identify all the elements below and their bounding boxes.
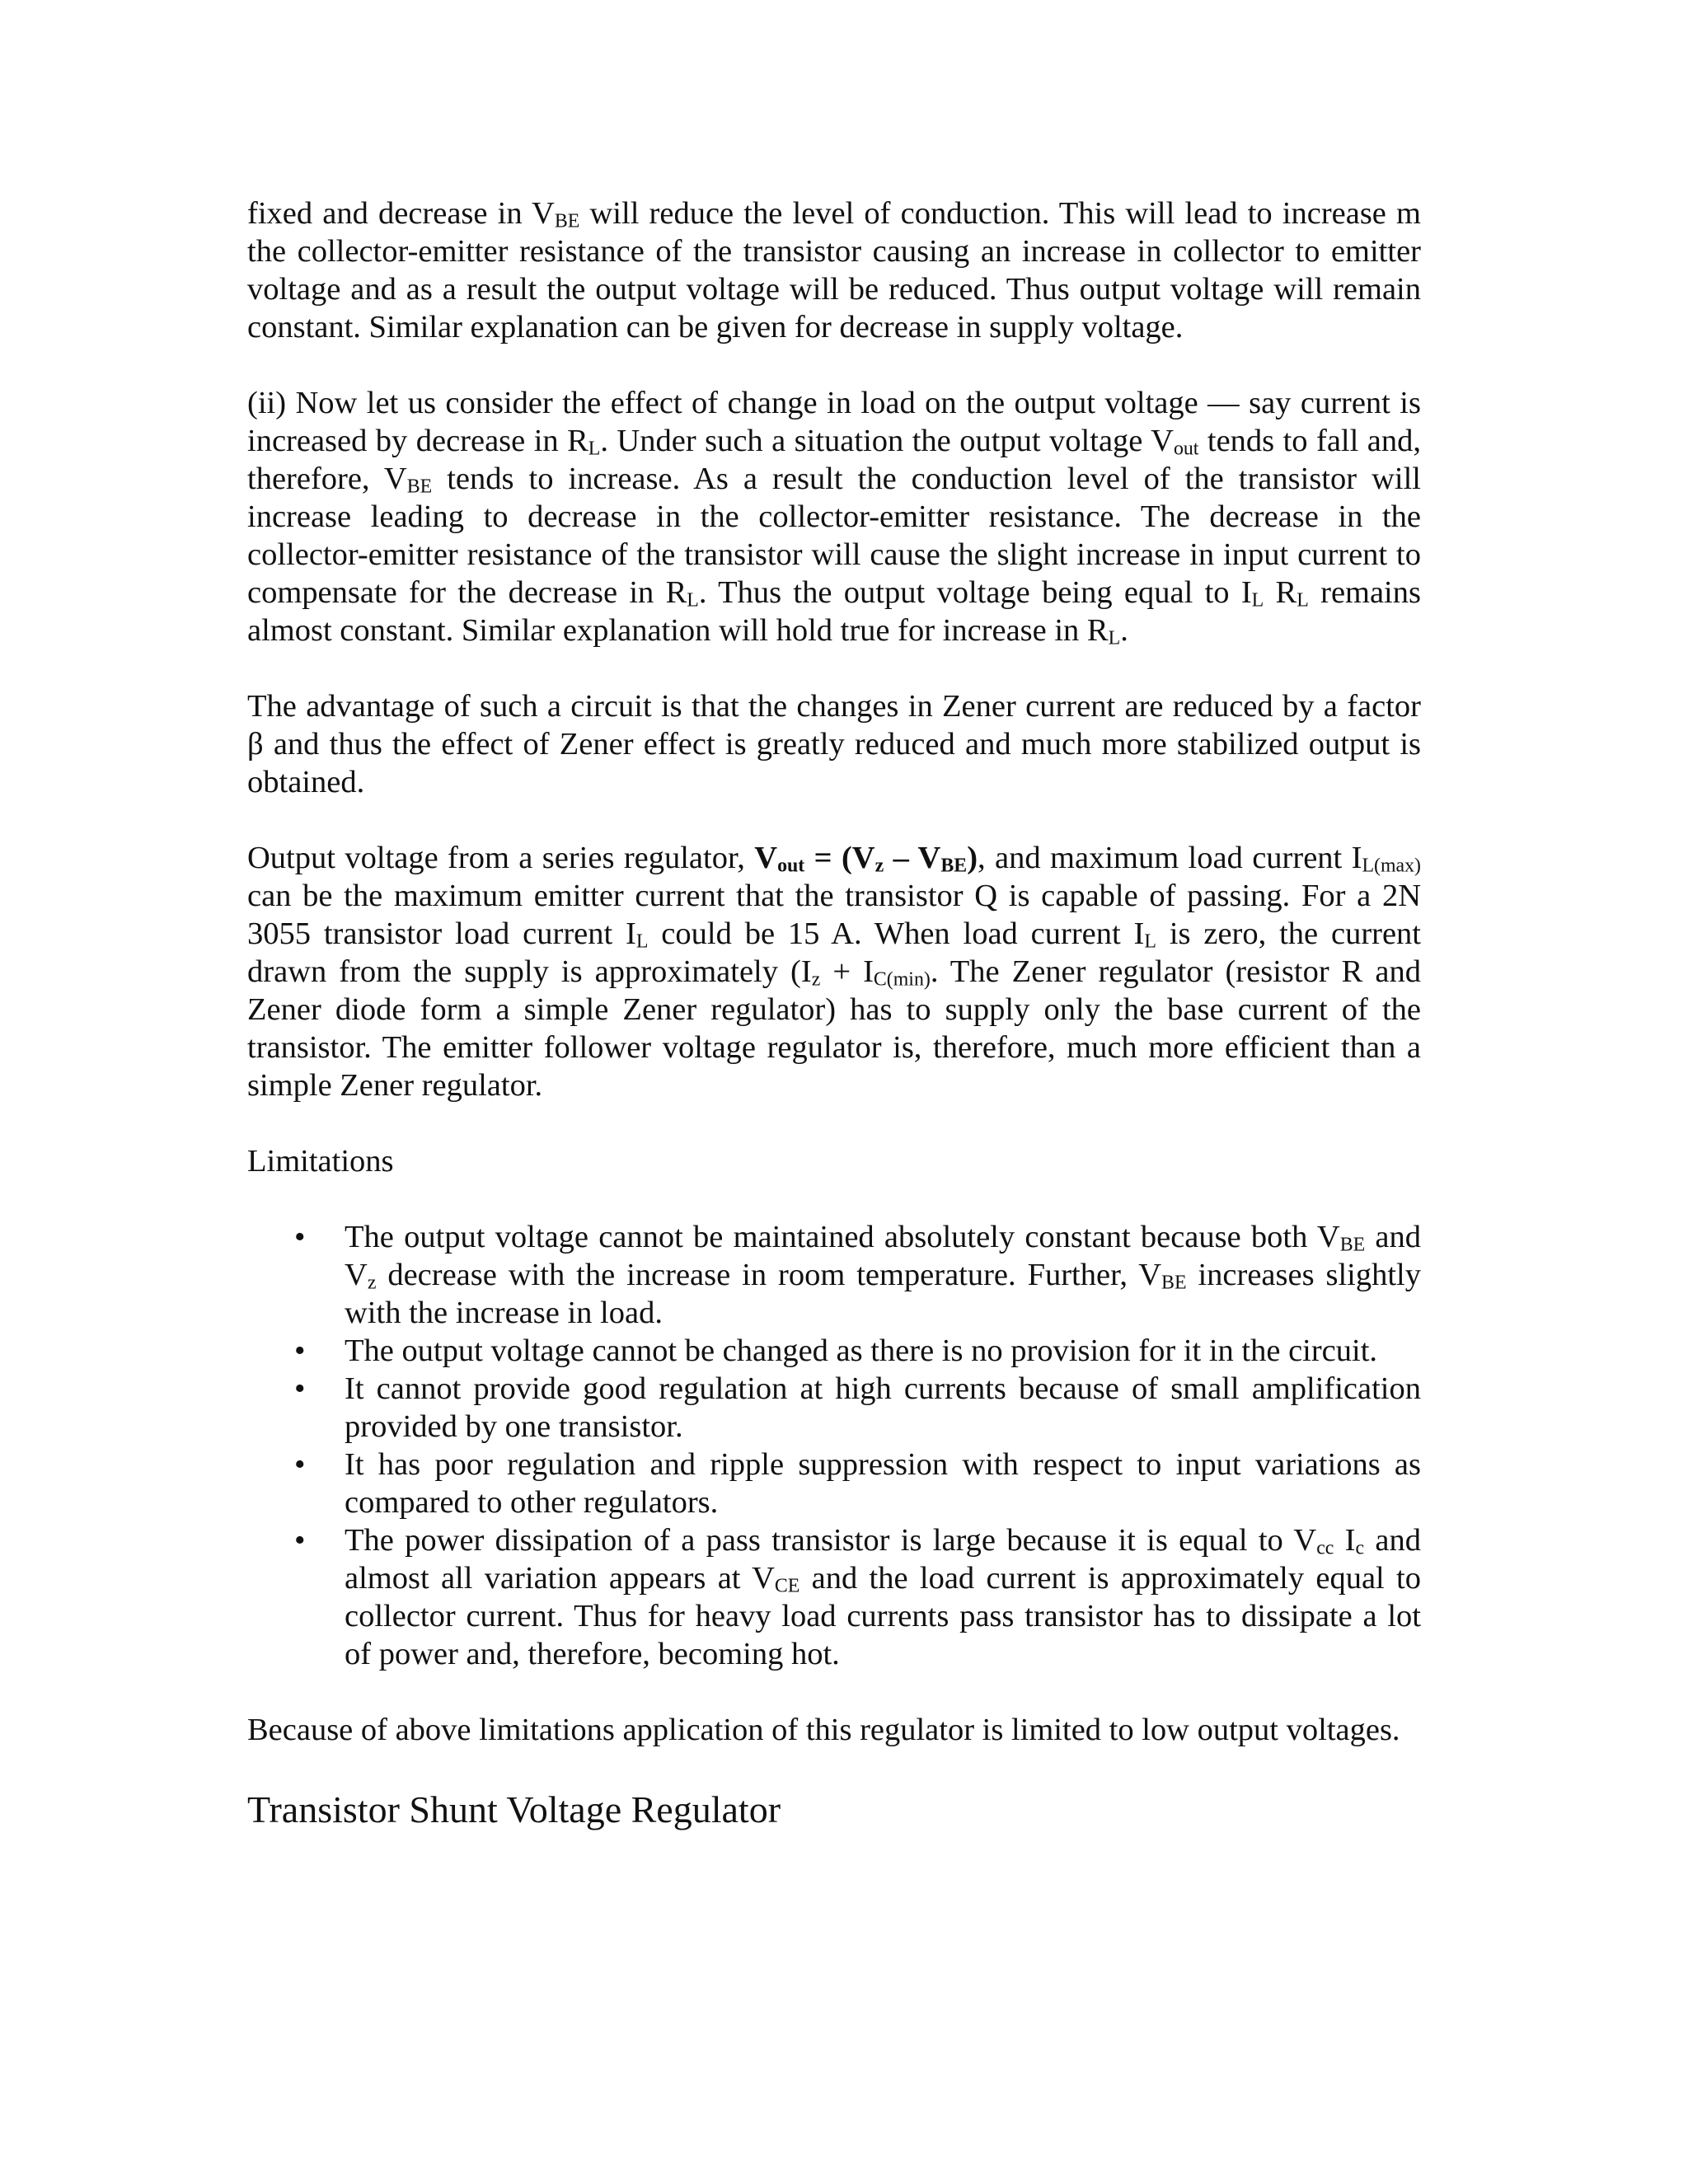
text-run: + I — [820, 954, 874, 989]
bullet-icon: • — [294, 1333, 306, 1368]
text-run: . Thus the output voltage being equal to I — [698, 575, 1252, 610]
text-run: Output voltage from a series regulator, — [247, 841, 755, 875]
subscript: C(min) — [873, 968, 931, 991]
subscript: z — [874, 855, 884, 877]
subscript: BE — [406, 476, 433, 498]
bullet-icon: • — [294, 1523, 306, 1558]
subscript: BE — [554, 210, 580, 232]
limitations-heading: Limitations — [247, 1144, 394, 1179]
list-item — [247, 1446, 1421, 1521]
text-run: . Under such a situation the output voltage V — [600, 424, 1174, 458]
subscript: L — [588, 438, 601, 460]
text-run: and the load current is approximately equal to collector current. Thus for heavy load currents pass transistor has to dissipate a lot of power and, therefore, becoming hot. — [345, 1561, 1421, 1671]
text-run: and V — [345, 1220, 1421, 1292]
bullet-icon: • — [294, 1220, 306, 1254]
text-run: . — [1120, 613, 1128, 648]
text-run: can be the maximum emitter current that the transistor Q is capable of passing. For a 2N 3055 transistor load current I — [247, 879, 1421, 951]
subscript: BE — [940, 855, 968, 877]
list-item — [247, 1332, 1421, 1370]
paragraph-supply-voltage-increase — [247, 194, 1421, 346]
text-run: decrease with the increase in room temperature. Further, V — [376, 1258, 1162, 1292]
formula — [754, 841, 978, 875]
list-item — [247, 1370, 1421, 1446]
text-run: increases slightly with the increase in load. — [345, 1258, 1422, 1330]
text-run: It has poor regulation and ripple suppression with respect to input variations as compared to other regulators. — [345, 1447, 1421, 1520]
text-run: could be 15 A. When load current I — [648, 916, 1145, 951]
formula-part: = (V — [804, 841, 875, 875]
subscript: L — [1251, 589, 1264, 612]
document-page — [247, 194, 1421, 1833]
subscript: out — [777, 855, 805, 877]
list-item — [247, 1218, 1421, 1332]
subscript: cc — [1316, 1537, 1334, 1559]
text-run: tends to fall and, therefore, V — [247, 424, 1421, 496]
text-run: I — [1334, 1523, 1356, 1558]
text-run: remains almost constant. Similar explanation will hold true for increase in R — [247, 575, 1421, 648]
subscript: L — [1296, 589, 1309, 612]
text-run: fixed and decrease in V — [247, 196, 555, 231]
text-run: will reduce the level of conduction. This will lead to increase m the collector-emitter resistance of the transistor causing an increase in collector to emitter voltage and as a result the output voltage will be reduced. Thus output voltage will remain constant. Similar explanation can be given for decrease in supply voltage. — [247, 196, 1421, 344]
subscript: z — [367, 1272, 377, 1294]
paragraph-conclusion — [247, 1711, 1421, 1749]
section-heading: Transistor Shunt Voltage Regulator — [247, 1788, 781, 1830]
text-run: Because of above limitations application of this regulator is limited to low output voltages. — [247, 1713, 1400, 1747]
text-run: (ii) Now let us consider the effect of change in load on the output voltage — say current is increased by decrease in R — [247, 386, 1421, 458]
paragraph-load-change — [247, 384, 1421, 649]
text-run: The advantage of such a circuit is that the changes in Zener current are reduced by a factor β and thus the effect of Zener effect is greatly reduced and much more stabilized output is obtained. — [247, 689, 1421, 799]
text-run: The power dissipation of a pass transistor is large because it is equal to V — [345, 1523, 1317, 1558]
text-run: and almost all variation appears at V — [345, 1523, 1422, 1596]
bullet-icon: • — [294, 1447, 306, 1482]
limitations-list — [247, 1218, 1421, 1673]
paragraph-advantage — [247, 687, 1421, 801]
formula-part: V — [754, 841, 778, 875]
formula-part: – V — [884, 841, 941, 875]
list-item — [247, 1521, 1421, 1673]
subscript: L(max) — [1362, 855, 1421, 877]
subscript: z — [811, 968, 821, 991]
subscript: BE — [1339, 1234, 1366, 1256]
subscript: out — [1173, 438, 1199, 460]
subscript: CE — [774, 1575, 800, 1597]
bullet-icon: • — [294, 1371, 306, 1406]
paragraph-output-voltage — [247, 839, 1421, 1104]
formula-part: ) — [967, 841, 978, 875]
subscript: BE — [1161, 1272, 1187, 1294]
subscript: L — [687, 589, 699, 612]
text-run: is zero, the current drawn from the supply is approximately (I — [247, 916, 1422, 989]
text-run: The output voltage cannot be maintained absolutely constant because both V — [345, 1220, 1340, 1254]
subscript: L — [635, 930, 649, 953]
text-run: tends to increase. As a result the conduction level of the transistor will increase leading to decrease in the collector-emitter resistance. The decrease in the collector-emitter resistance of the transistor will cause the slight increase in input current to compensate for the decrease in R — [247, 462, 1421, 610]
text-run: It cannot provide good regulation at high currents because of small amplification provided by one transistor. — [345, 1371, 1421, 1444]
text-run: , and maximum load current I — [978, 841, 1362, 875]
text-run: The output voltage cannot be changed as there is no provision for it in the circuit. — [345, 1333, 1378, 1368]
text-run: R — [1264, 575, 1297, 610]
subscript: c — [1355, 1537, 1365, 1559]
subscript: L — [1144, 930, 1156, 953]
text-run: . The Zener regulator (resistor R and Zener diode form a simple Zener regulator) has to supply only the base current of the transistor. The emitter follower voltage regulator is, therefore, much more efficient than a simple Zener regulator. — [247, 954, 1421, 1103]
subscript: L — [1108, 627, 1121, 649]
